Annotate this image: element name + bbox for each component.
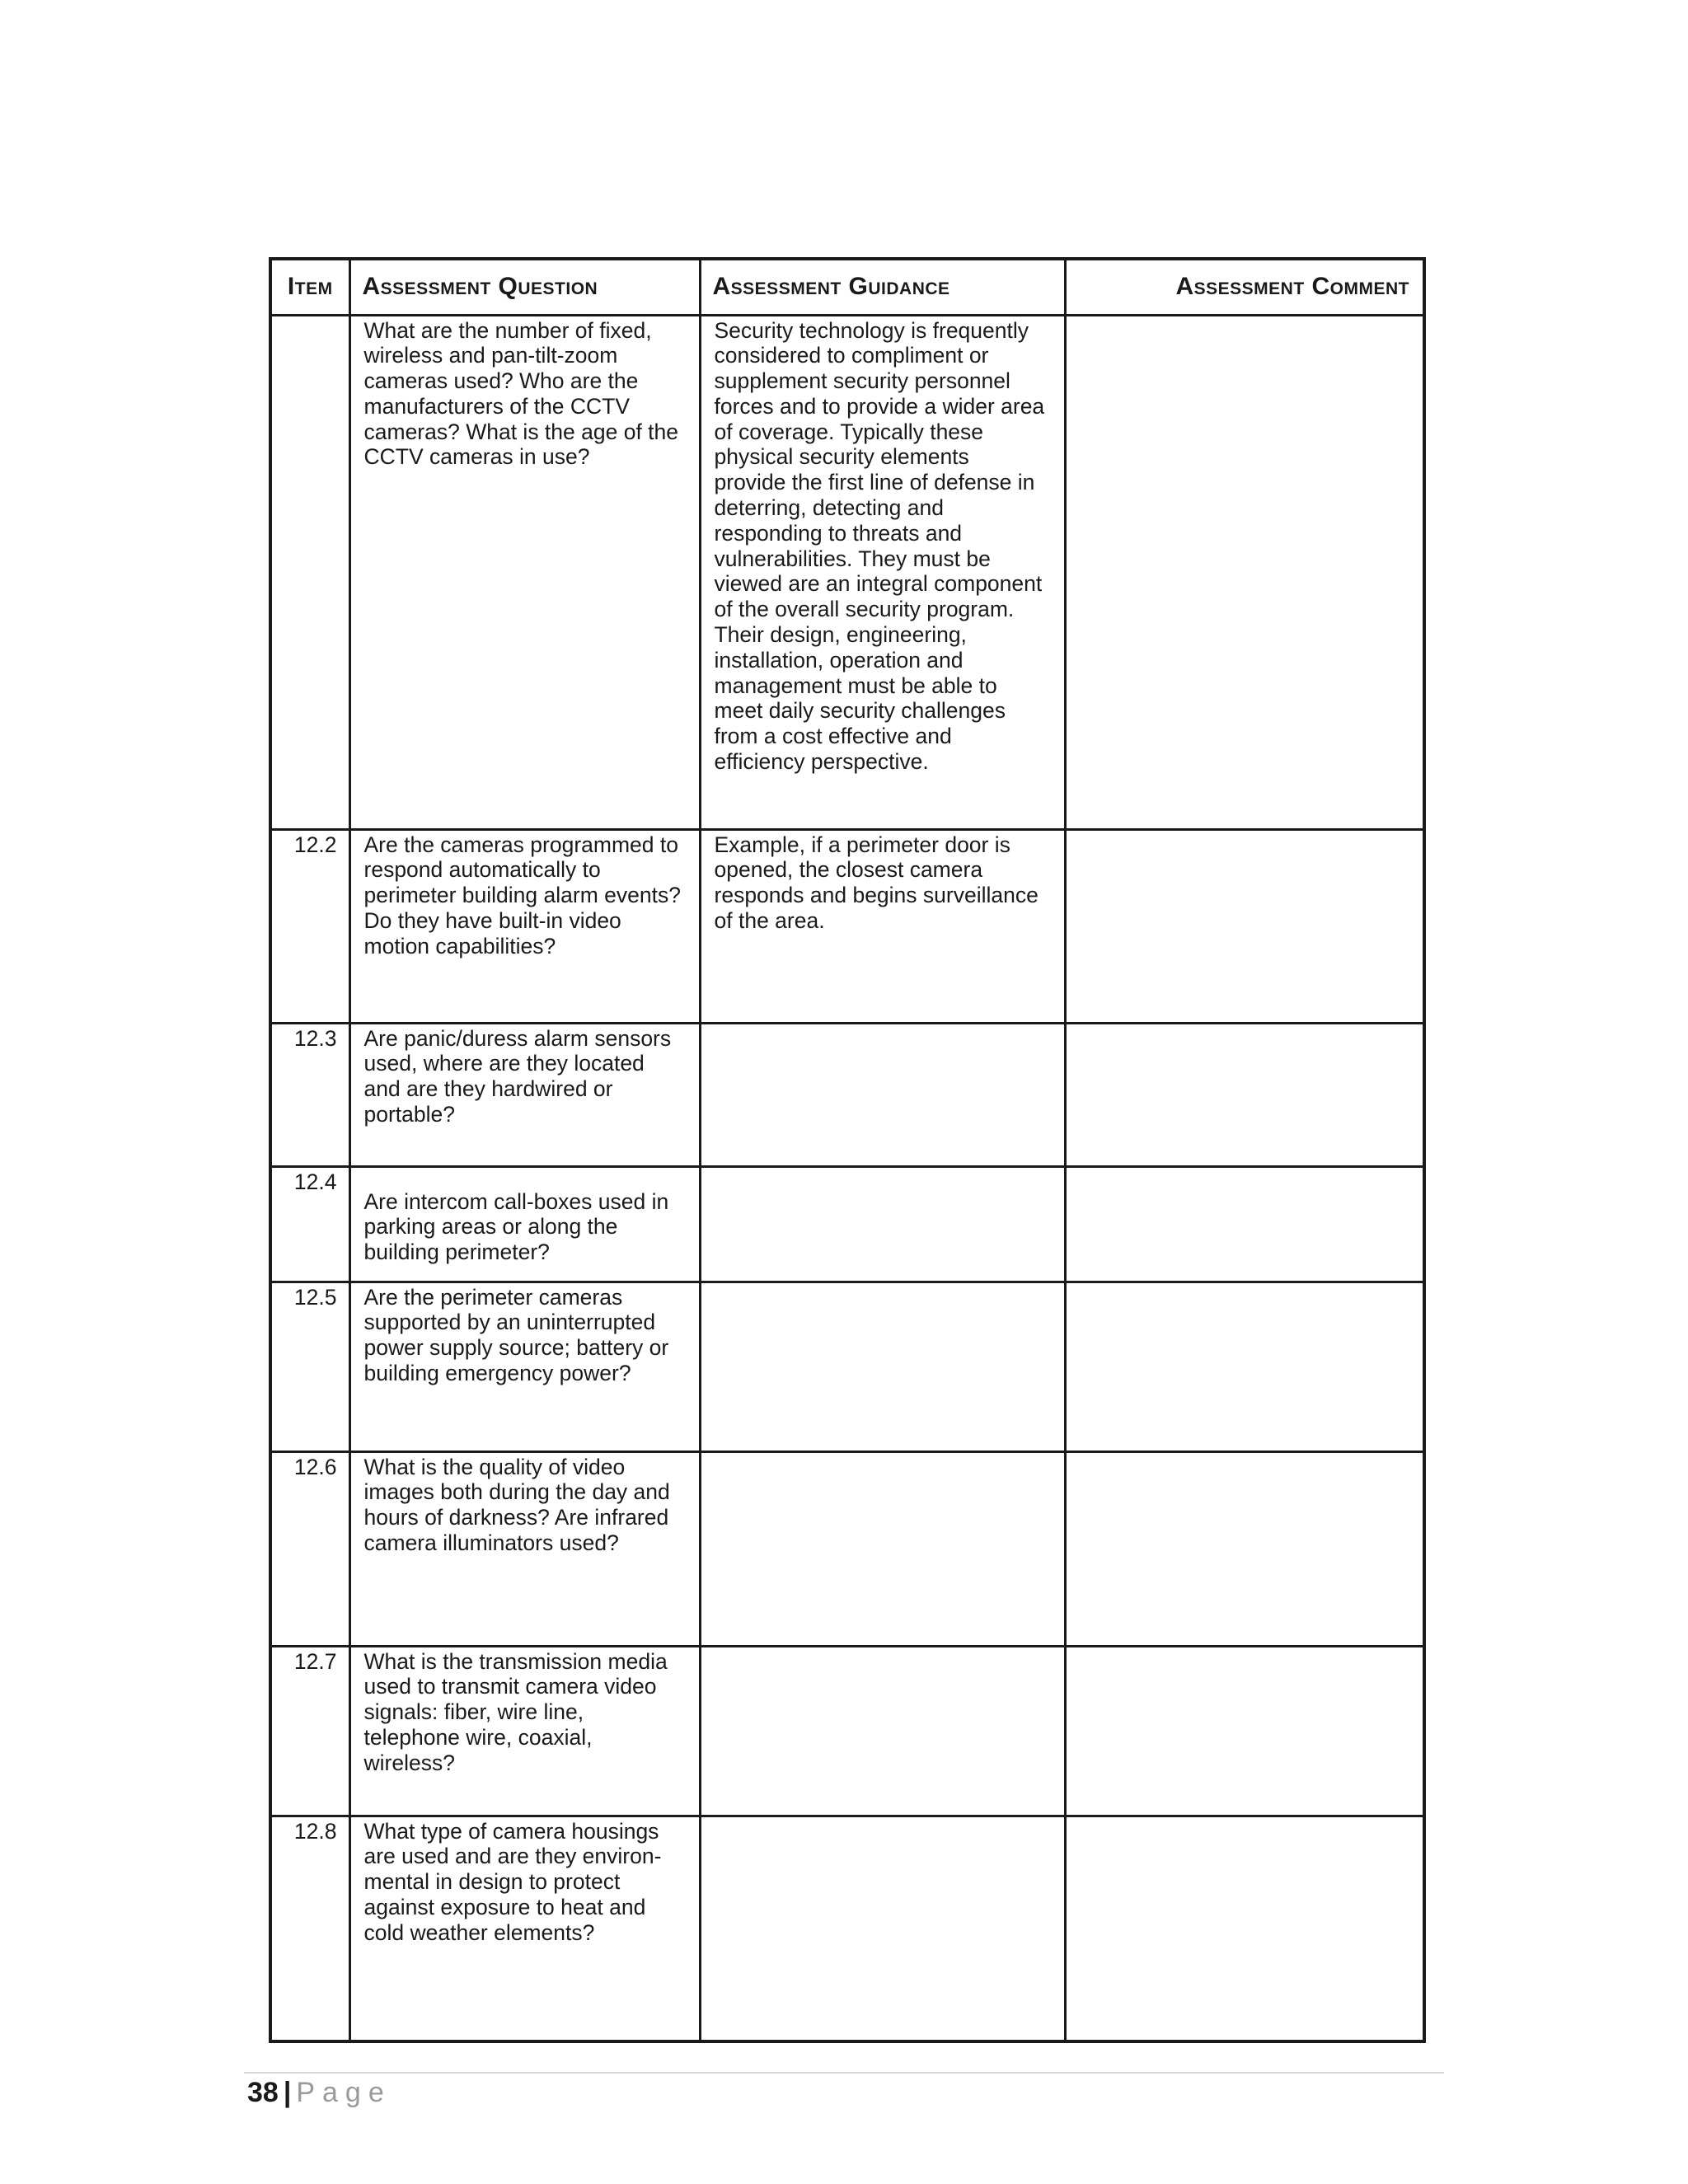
assessment-table-grid [272,260,1423,2040]
guidance-cell [700,829,1065,1023]
comment-text [1067,1453,1423,1455]
question-text: Are the perimeter cameras supported by an uninterrupted power supply source; battery or building emergency power? [363,1284,669,1385]
guidance-text [701,1283,1064,1285]
question-text: Are intercom call-boxes used in parking areas or along the building perimeter? [363,1188,669,1265]
guidance-cell [700,315,1065,829]
comment-cell[interactable] [1065,829,1423,1023]
item-cell [272,1282,349,1451]
comment-text [1067,1168,1423,1169]
comment-cell[interactable] [1065,1023,1423,1166]
comment-cell[interactable] [1065,1646,1423,1816]
table-row [272,1816,1423,2040]
footer-divider [244,2072,1444,2074]
assessment-table [269,257,1426,2043]
question-text: What are the number of fixed, wireless and pan-tilt-zoom cameras used? Who are the manufacturers of the CCTV cameras? What is the age of the CCTV cameras in use? [363,317,679,470]
guidance-text [701,1817,1064,1819]
comment-cell[interactable] [1065,315,1423,829]
question-text: What type of camera housings are used and are they environ- mental in design to protect against exposure to heat and cold weather elements? [363,1818,662,1945]
comment-text [1067,1024,1423,1026]
question-cell [349,829,700,1023]
comment-text [1067,831,1423,832]
item-cell [272,829,349,1023]
page-footer [247,2074,392,2111]
question-cell [349,1451,700,1646]
item-number: 12.4 [293,1169,337,1194]
question-cell [349,1646,700,1816]
comment-cell[interactable] [1065,1816,1423,2040]
question-cell [349,1282,700,1451]
guidance-cell [700,1282,1065,1451]
table-row [272,1646,1423,1816]
table-row [272,1282,1423,1451]
table-row [272,315,1423,829]
item-cell [272,1646,349,1816]
table-header-row [272,260,1423,315]
item-number: 12.6 [293,1454,337,1479]
question-text: Are the cameras programmed to respond automatically to perimeter building alarm events? Do they have built-in video motion capabilities? [363,832,681,958]
item-number: 12.7 [293,1648,337,1674]
question-cell [349,315,700,829]
item-cell [272,1023,349,1166]
page-word: Page [296,2077,392,2108]
header-guidance: Assessment Guidance [700,260,1065,315]
item-number: 12.8 [293,1818,337,1844]
guidance-cell [700,1646,1065,1816]
table-row [272,1166,1423,1282]
comment-text [1067,1283,1423,1285]
item-cell [272,1451,349,1646]
item-number [272,316,349,318]
question-cell [349,1816,700,2040]
question-text: What is the quality of video images both during the day and hours of darkness? Are infrared camera illuminators used? [363,1454,670,1555]
table-row [272,1023,1423,1166]
guidance-cell [700,1166,1065,1282]
guidance-text [701,1024,1064,1026]
guidance-text: Example, if a perimeter door is opened, the closest camera responds and begins surveillance of the area. [714,832,1039,933]
comment-text [1067,1647,1423,1649]
comment-text [1067,1817,1423,1819]
comment-cell[interactable] [1065,1282,1423,1451]
item-cell [272,1166,349,1282]
question-text: What is the transmission media used to transmit camera video signals: fiber, wire line, telephone wire, coaxial, wireless? [363,1648,668,1775]
guidance-text [701,1168,1064,1169]
question-text: Are panic/duress alarm sensors used, where are they located and are they hardwired or portable? [363,1025,672,1127]
item-cell [272,315,349,829]
guidance-text: Security technology is frequently considered to compliment or supplement security personnel forces and to provide a wider area of coverage. Typically these physical security elements provide the first line of defense in deterring, detecting and responding to threats and vulnerabilities. They must be viewed are an integral component of the overall security program. Their design, engineering, installation, operation and management must be able to meet daily security challenges from a cost effective and efficiency perspective. [714,317,1045,775]
guidance-cell [700,1451,1065,1646]
guidance-text [701,1647,1064,1649]
header-question: Assessment Question [349,260,700,315]
footer-separator: | [283,2077,292,2108]
comment-text [1067,316,1423,318]
comment-cell[interactable] [1065,1166,1423,1282]
guidance-cell [700,1023,1065,1166]
item-cell [272,1816,349,2040]
item-number: 12.3 [293,1025,337,1051]
table-row [272,1451,1423,1646]
comment-cell[interactable] [1065,1451,1423,1646]
item-number: 12.5 [293,1284,337,1310]
question-cell [349,1023,700,1166]
header-item: Item [272,260,349,315]
table-row [272,829,1423,1023]
guidance-cell [700,1816,1065,2040]
page-number: 38 [247,2077,279,2108]
header-comment: Assessment Comment [1065,260,1423,315]
item-number: 12.2 [293,832,337,857]
guidance-text [701,1453,1064,1455]
question-cell [349,1166,700,1282]
